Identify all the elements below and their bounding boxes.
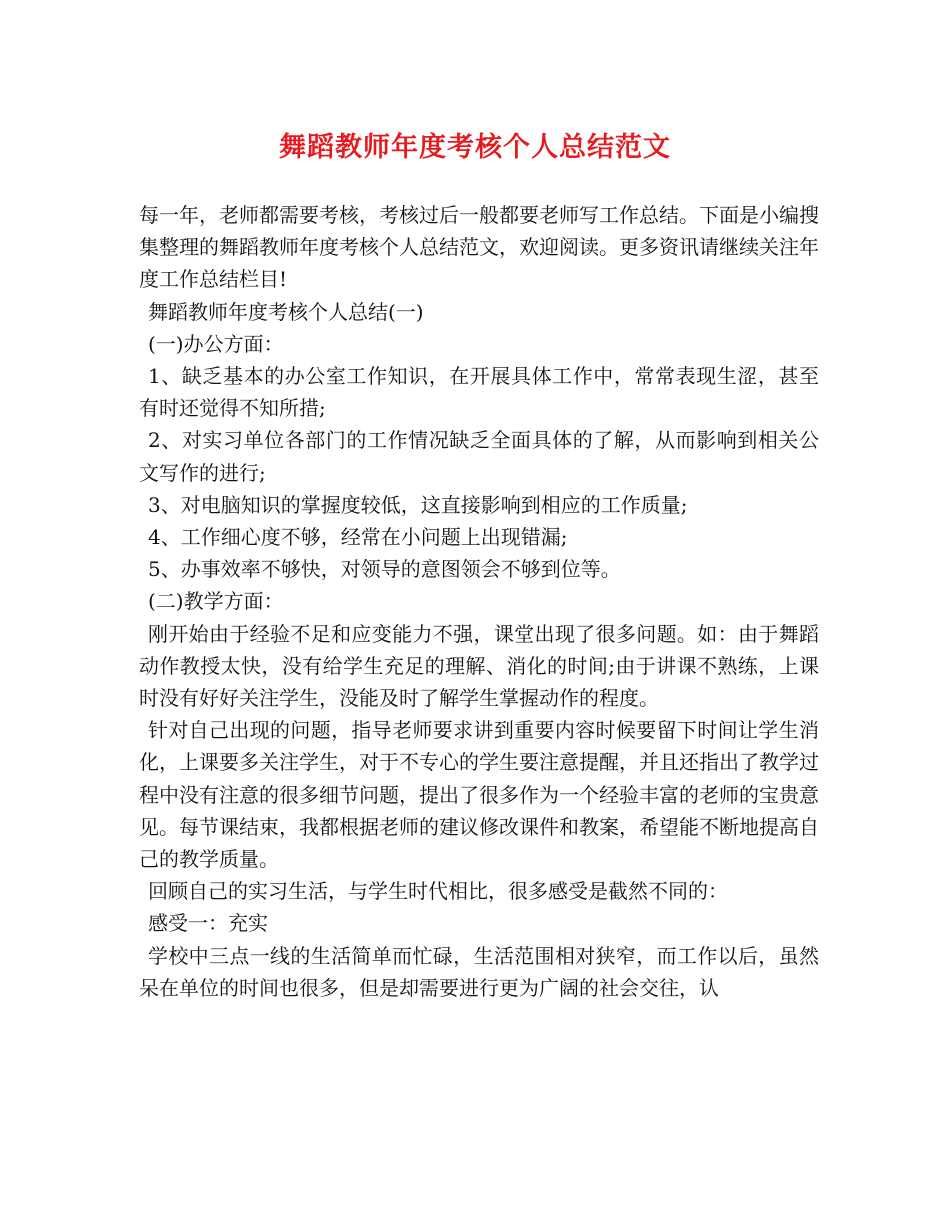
list-item: 4、工作细心度不够，经常在小问题上出现错漏; <box>148 525 568 550</box>
subsection-heading: 感受一：充实 <box>148 911 268 936</box>
section-heading: 舞蹈教师年度考核个人总结(一) <box>148 299 424 324</box>
list-item: 2、对实习单位各部门的工作情况缺乏全面具体的了解，从而影响到相关公文写作的进行; <box>139 428 819 485</box>
document-title: 舞蹈教师年度考核个人总结范文 <box>279 132 671 163</box>
subsection-heading: (一)办公方面： <box>148 331 284 356</box>
body-paragraph: 刚开始由于经验不足和应变能力不强，课堂出现了很多问题。如：由于舞蹈动作教授太快，没有给学生充足的理解、消化的时间;由于讲课不熟练，上课时没有好好关注学生，没能及时了解学生掌握动作的程度。 <box>139 621 819 711</box>
body-paragraph: 回顾自己的实习生活，与学生时代相比，很多感受是截然不同的： <box>148 879 728 904</box>
list-item: 1、缺乏基本的办公室工作知识，在开展具体工作中，常常表现生涩，甚至有时还觉得不知所措; <box>139 364 819 421</box>
list-item: 3、对电脑知识的掌握度较低，这直接影响到相应的工作质量; <box>148 492 688 517</box>
document-body <box>139 199 819 1004</box>
intro-paragraph: 每一年，老师都需要考核，考核过后一般都要老师写工作总结。下面是小编搜集整理的舞蹈教师年度考核个人总结范文，欢迎阅读。更多资讯请继续关注年度工作总结栏目! <box>139 203 819 292</box>
subsection-heading: (二)教学方面： <box>148 589 284 614</box>
list-item: 5、办事效率不够快，对领导的意图领会不够到位等。 <box>148 557 621 582</box>
body-paragraph: 学校中三点一线的生活简单而忙碌，生活范围相对狭窄，而工作以后，虽然呆在单位的时间也很多，但是却需要进行更为广阔的社会交往，认 <box>139 943 819 1000</box>
body-paragraph: 针对自己出现的问题，指导老师要求讲到重要内容时候要留下时间让学生消化，上课要多关注学生，对于不专心的学生要注意提醒，并且还指出了教学过程中没有注意的很多细节问题，提出了很多作为一个经验丰富的老师的宝贵意见。每节课结束，我都根据老师的建议修改课件和教案，希望能不断地提高自己的教学质量。 <box>139 718 819 872</box>
